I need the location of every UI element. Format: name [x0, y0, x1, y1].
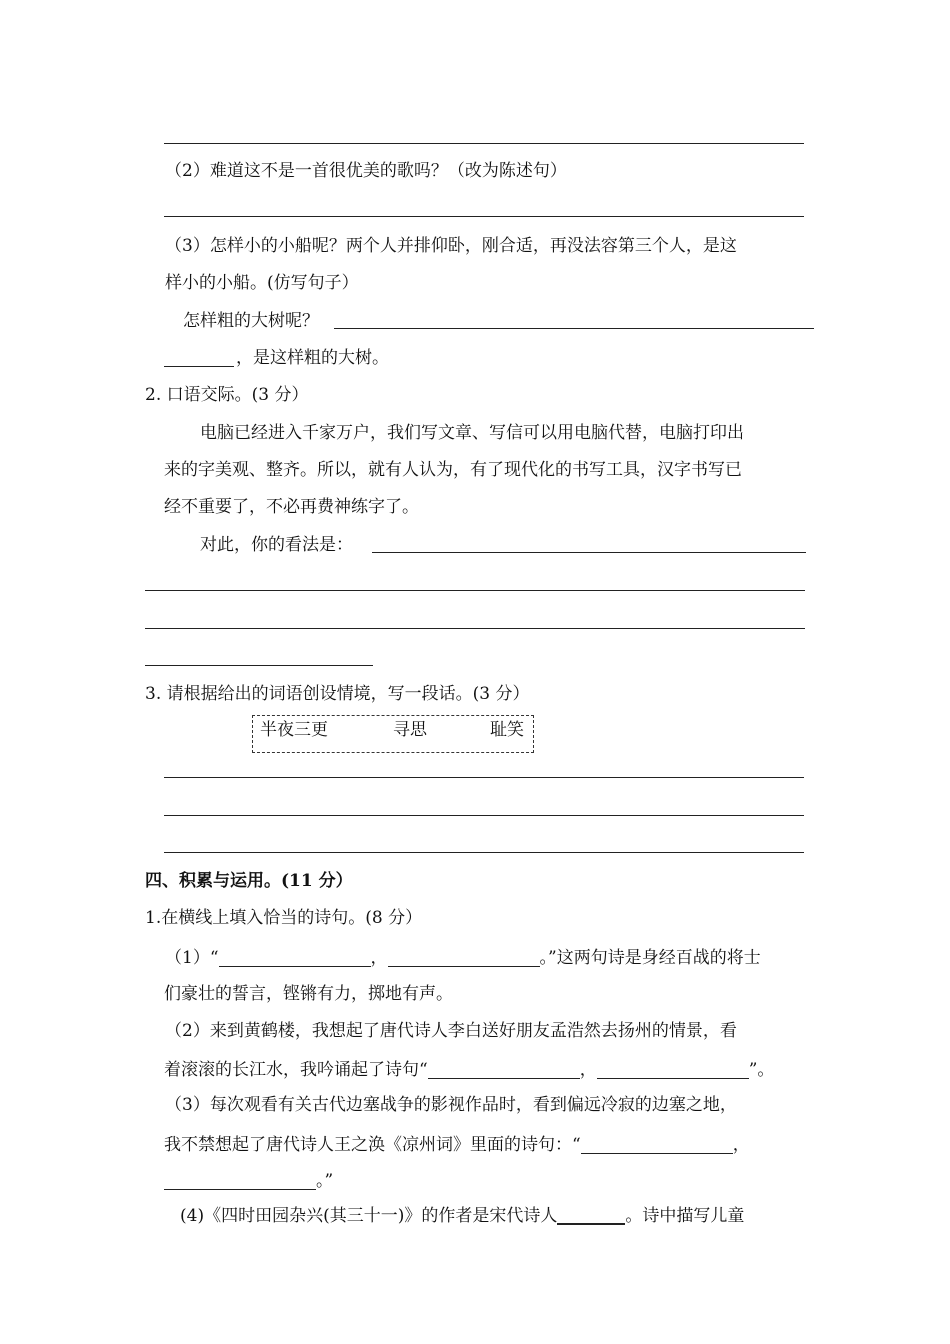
answer-line-q3a[interactable]: [164, 777, 804, 778]
poem-q3-line1: （3）每次观看有关古代边塞战争的影视作品时，看到偏远冷寂的边塞之地，: [165, 1095, 737, 1115]
poem-q4-line: [180, 1205, 744, 1225]
question-2-para1: 电脑已经进入千家万户，我们写文章、写信可以用电脑代替，电脑打印出: [200, 423, 744, 443]
poem-q3-line2: [164, 1135, 750, 1154]
poem-q1-line2: 们豪壮的誓言，铿锵有力，掷地有声。: [164, 984, 453, 1004]
question-2-prompt: 对此，你的看法是：: [200, 535, 353, 555]
poem-q2-comma: ，: [579, 1060, 597, 1080]
poem-q1-comma: ，: [370, 948, 388, 968]
answer-line-q3c[interactable]: [164, 852, 804, 853]
question-1-3-line1: （3）怎样小的小船呢？两个人并排仰卧，刚合适，再没法容第三个人，是这: [165, 236, 737, 256]
poem-q1-open: （1）“: [165, 948, 219, 968]
poem-q3-line3: [164, 1171, 333, 1190]
poem-q2-line1: （2）来到黄鹤楼，我想起了唐代诗人李白送好朋友孟浩然去扬州的情景，看: [165, 1021, 737, 1041]
answer-line-q1-1[interactable]: [164, 143, 804, 144]
poem-q1-blank-a[interactable]: [219, 948, 371, 967]
poem-q3-blank-a[interactable]: [581, 1135, 733, 1154]
poem-q1-rest: 。”这两句诗是身经百战的将士: [539, 948, 761, 968]
answer-line-q2c[interactable]: [145, 628, 805, 629]
answer-line-q3b[interactable]: [164, 815, 804, 816]
question-2-para2: 来的字美观、整齐。所以，就有人认为，有了现代化的书写工具，汉字书写已: [164, 460, 742, 480]
word-2: 寻思: [393, 720, 427, 740]
poem-q2-end: ”。: [748, 1060, 775, 1080]
question-1-2: （2）难道这不是一首很优美的歌吗？（改为陈述句）: [165, 161, 567, 181]
answer-line-q2a[interactable]: [372, 552, 806, 553]
poem-q2-text: 着滚滚的长江水，我吟诵起了诗句“: [164, 1060, 428, 1080]
poem-q4-end: 。诗中描写儿童: [625, 1206, 745, 1226]
answer-line-q1-3a[interactable]: [334, 328, 814, 329]
poem-q3-blank-b[interactable]: [164, 1171, 316, 1190]
question-2-para3: 经不重要了，不必再费神练字了。: [164, 497, 419, 517]
poem-q3-end: 。”: [316, 1171, 334, 1191]
section-4-heading: 四、积累与运用。(11 分）: [145, 871, 353, 891]
poem-q2-blank-a[interactable]: [428, 1060, 580, 1079]
poem-q2-line2: [164, 1060, 774, 1079]
answer-line-q2d[interactable]: [145, 665, 373, 666]
poem-q2-blank-b[interactable]: [597, 1060, 749, 1079]
poem-q1-line1: [165, 948, 761, 967]
word-1: 半夜三更: [260, 720, 328, 740]
section-4-q1-title: 1.在横线上填入恰当的诗句。(8 分）: [145, 908, 423, 928]
poem-q4-text: (4)《四时田园杂兴(其三十一)》的作者是宋代诗人: [180, 1206, 558, 1226]
poem-q4-blank[interactable]: [557, 1205, 625, 1225]
poem-q1-blank-b[interactable]: [388, 948, 540, 967]
answer-line-q1-3b[interactable]: [164, 366, 234, 367]
poem-q3-text: 我不禁想起了唐代诗人王之涣《凉州词》里面的诗句：“: [164, 1135, 581, 1155]
poem-q3-comma: ，: [732, 1135, 750, 1155]
question-1-3-line2: 样小的小船。(仿写句子）: [165, 273, 359, 293]
answer-line-q1-2[interactable]: [164, 216, 804, 217]
answer-line-q2b[interactable]: [145, 590, 805, 591]
question-2-title: 2. 口语交际。(3 分）: [145, 385, 309, 405]
question-1-3-ending: ，是这样粗的大树。: [236, 348, 389, 368]
question-3-title: 3. 请根据给出的词语创设情境，写一段话。(3 分）: [145, 684, 530, 704]
word-3: 耻笑: [490, 720, 524, 740]
question-1-3-prompt: 怎样粗的大树呢？: [183, 311, 319, 331]
